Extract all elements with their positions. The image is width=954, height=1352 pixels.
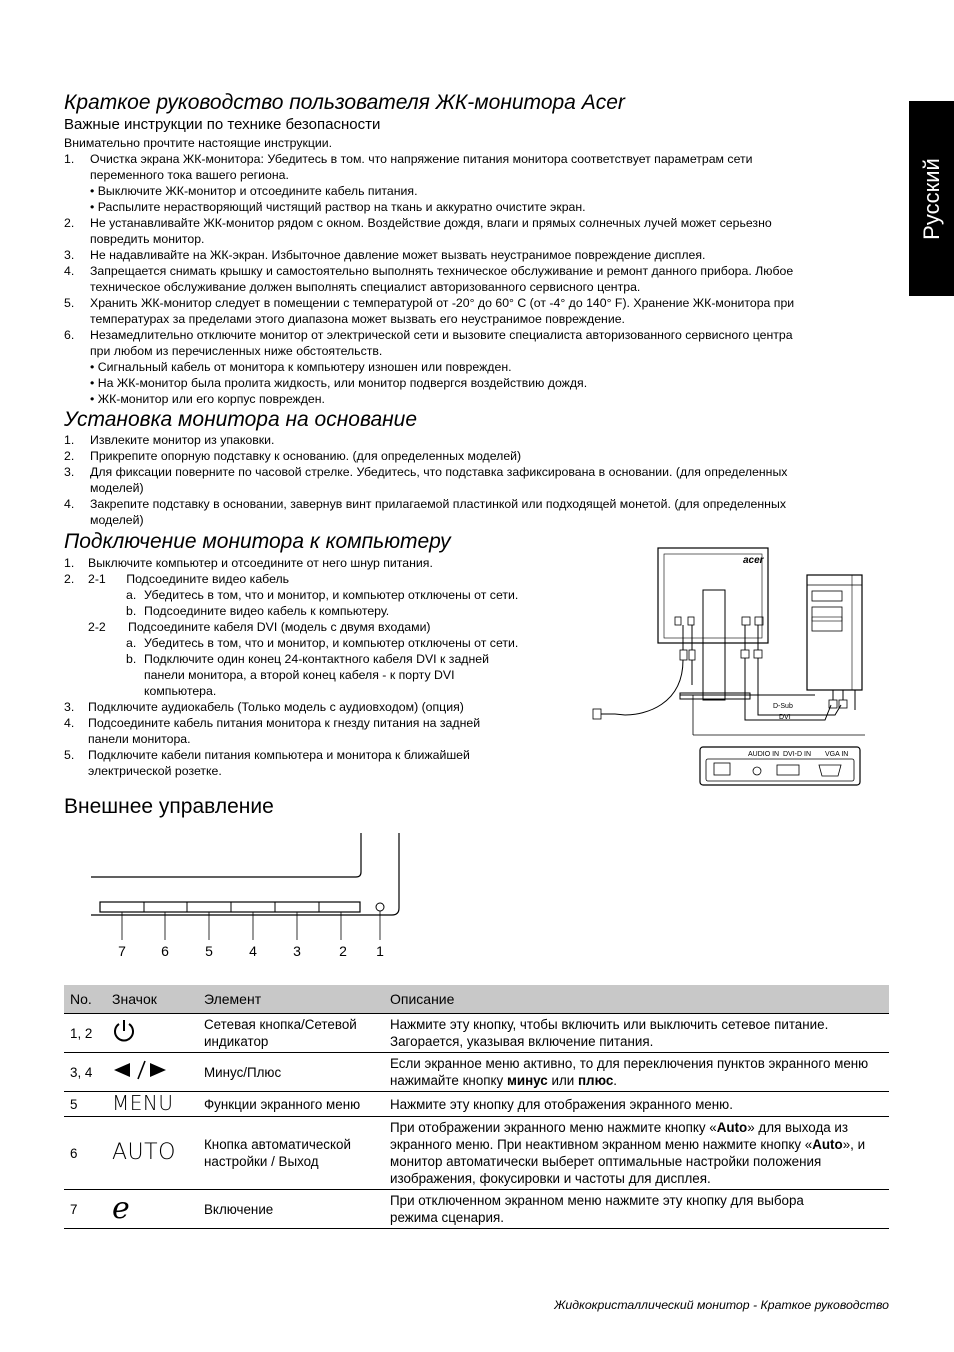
menu-icon: MENU xyxy=(106,1092,198,1117)
list-item-number: 4. xyxy=(64,716,75,730)
row-no: 1, 2 xyxy=(64,1014,106,1053)
button-number: 6 xyxy=(161,943,169,959)
list-item-text: • Выключите ЖК-монитор и отсоедините кабель питания. xyxy=(90,184,418,198)
list-item xyxy=(64,603,584,619)
controls-heading: Внешнее управление xyxy=(64,795,274,818)
list-item-number: 6. xyxy=(64,328,75,342)
list-item xyxy=(64,448,894,464)
connection-diagram xyxy=(585,545,875,790)
list-item-number: a. xyxy=(126,636,137,650)
col-header-icon: Значок xyxy=(106,985,198,1014)
list-item-number: b. xyxy=(126,604,137,618)
row-no: 7 xyxy=(64,1190,106,1229)
list-item xyxy=(64,667,584,683)
table-row xyxy=(64,1190,889,1229)
button-number: 7 xyxy=(118,943,126,959)
list-item-text: Незамедлительно отключите монитор от электрической сети и вызовите специалиста авторизованного сервисного центра xyxy=(90,328,793,342)
list-item-number: 1. xyxy=(64,152,75,166)
row-element: Включение xyxy=(198,1190,384,1229)
list-item xyxy=(64,359,894,375)
list-item-number: 4. xyxy=(64,497,75,511)
list-item-text: Подключите кабели питания компьютера и монитора к ближайшей xyxy=(88,748,470,762)
mount-heading: Установка монитора на основание xyxy=(64,408,418,431)
list-item-text: Хранить ЖК-монитор следует в помещении с температурой от -20° до 60° C (от -4° до 140° F). Хранение ЖК-монитора при xyxy=(90,296,795,310)
port-vga-label: VGA IN xyxy=(825,751,849,758)
table-row xyxy=(64,1092,889,1117)
list-item-number: 5. xyxy=(64,296,75,310)
audio-port-icon xyxy=(753,767,761,775)
table-row xyxy=(64,1053,889,1092)
list-item-number: b. xyxy=(126,652,137,666)
row-element: Минус/Плюс xyxy=(198,1053,384,1092)
row-description: При отключенном экранном меню нажмите эту кнопку для выбора режима сценария. xyxy=(384,1190,889,1229)
row-description: При отображении экранного меню нажмите кнопку «Auto» для выхода из экранного меню. При неактивном экранном меню нажмите кнопку «Auto», и монитор автоматически выберет оптимальные настройки положения изображения, фокусировки и частоты для дисплея. xyxy=(384,1117,889,1190)
button-number: 1 xyxy=(376,943,384,959)
list-item xyxy=(64,635,584,651)
port-dvi-label: DVI-D IN xyxy=(783,751,811,758)
list-item xyxy=(64,151,894,183)
list-item-text: Убедитесь в том, что и монитор, и компьютер отключены от сети. xyxy=(144,636,519,650)
port-audio-label: AUDIO IN xyxy=(748,751,780,758)
diagram-brand: acer xyxy=(743,555,764,566)
minus-plus-icon xyxy=(106,1053,198,1092)
list-item-number: 2. xyxy=(64,216,75,230)
row-element: Кнопка автоматической настройки / Выход xyxy=(198,1117,384,1190)
row-element: Функции экранного меню xyxy=(198,1092,384,1117)
button-number: 3 xyxy=(293,943,301,959)
list-item-text: Прикрепите опорную подставку к основанию. (для определенных моделей) xyxy=(90,449,522,463)
list-item-text: при любом из перечисленных ниже обстоятельств. xyxy=(90,344,383,358)
list-item-number: 5. xyxy=(64,748,75,762)
row-no: 6 xyxy=(64,1117,106,1190)
page-title: Краткое руководство пользователя ЖК-монитора Acer xyxy=(64,91,625,114)
list-item-text: • Сигнальный кабель от монитора к компьютеру изношен или поврежден. xyxy=(90,360,512,374)
diagram-dsub-label: D-Sub xyxy=(773,703,793,710)
list-item-number: 1. xyxy=(64,556,75,570)
list-item-number: 2-2 xyxy=(88,620,106,634)
row-description: Нажмите эту кнопку, чтобы включить или выключить сетевое питание. Загорается, указывая включение питания. xyxy=(384,1014,889,1053)
list-item-text: Запрещается снимать крышку и самостоятельно выполнять техническое обслуживание и ремонт данного прибора. Любое xyxy=(90,264,794,278)
list-item xyxy=(64,555,584,571)
list-item-number: 2. xyxy=(64,572,75,586)
safety-heading: Важные инструкции по технике безопасности xyxy=(64,116,381,133)
list-item xyxy=(64,619,584,635)
list-item-text: панели монитора. xyxy=(88,732,191,746)
safety-list xyxy=(64,151,894,407)
list-item xyxy=(64,375,894,391)
list-item-number: 3. xyxy=(64,465,75,479)
list-item xyxy=(64,496,894,528)
row-no: 3, 4 xyxy=(64,1053,106,1092)
table-header-row xyxy=(64,985,889,1014)
list-item-text: 2-1 Подсоедините видео кабель xyxy=(88,572,290,586)
list-item-text: Подсоедините кабель питания монитора к гнезду питания на задней xyxy=(88,716,481,730)
list-item-text: • Распылите нерастворяющий чистящий раствор на ткань и аккуратно очистите экран. xyxy=(90,200,586,214)
language-tab-label: Русский xyxy=(918,157,944,240)
dvi-port-icon xyxy=(777,765,799,775)
row-no: 5 xyxy=(64,1092,106,1117)
power-port-icon xyxy=(714,763,730,775)
power-icon xyxy=(106,1014,198,1053)
diagram-dvi-label: DVI xyxy=(779,714,791,721)
list-item-number: 2. xyxy=(64,449,75,463)
button-number: 2 xyxy=(339,943,347,959)
mount-list xyxy=(64,432,894,528)
list-item xyxy=(64,432,894,448)
language-tab xyxy=(909,101,954,296)
button-number: 5 xyxy=(205,943,213,959)
auto-icon: AUTO xyxy=(106,1117,198,1190)
col-header-no: No. xyxy=(64,985,106,1014)
list-item-text: Закрепите подставку в основании, завернув винт прилагаемой пластинкой или подходящей монетой. (для определенных xyxy=(90,497,786,511)
list-item-number: 4. xyxy=(64,264,75,278)
list-item xyxy=(64,763,584,779)
list-item-text: Подключите один конец 24-контактного кабеля DVI к задней xyxy=(144,652,489,666)
list-item xyxy=(64,571,584,587)
list-item-text: переменного тока вашего региона. xyxy=(90,168,289,182)
list-item xyxy=(64,587,584,603)
list-item xyxy=(64,199,894,215)
list-item-number: a. xyxy=(126,588,137,602)
safety-intro: Внимательно прочтите настоящие инструкции. xyxy=(64,136,333,150)
list-item-text: Очистка экрана ЖК-монитора: Убедитесь в том. что напряжение питания монитора соответствует параметрам сети xyxy=(90,152,753,166)
list-item-text: панели монитора, а второй конец кабеля - к порту DVI xyxy=(144,668,455,682)
list-item xyxy=(64,715,584,731)
connect-heading: Подключение монитора к компьютеру xyxy=(64,530,451,553)
col-header-element: Элемент xyxy=(198,985,384,1014)
list-item-number: 3. xyxy=(64,248,75,262)
list-item-number: 3. xyxy=(64,700,75,714)
list-item-text: Убедитесь в том, что и монитор, и компьютер отключены от сети. xyxy=(144,588,519,602)
list-item xyxy=(64,327,894,359)
list-item xyxy=(64,263,894,295)
table-row xyxy=(64,1117,889,1190)
front-power-button-icon xyxy=(376,903,384,911)
front-panel-diagram xyxy=(85,830,405,965)
list-item xyxy=(64,215,894,247)
list-item xyxy=(64,683,584,699)
row-description: Нажмите эту кнопку для отображения экранного меню. xyxy=(384,1092,889,1117)
list-item-text: Не надавливайте на ЖК-экран. Избыточное давление может вызвать неустранимое повреждение дисплея. xyxy=(90,248,706,262)
page-footer: Жидкокристаллический монитор - Краткое руководство xyxy=(554,1298,889,1312)
list-item-text: • ЖК-монитор или его корпус поврежден. xyxy=(90,392,325,406)
list-item-text: техническое обслуживание должен выполнять специалист авторизованного сервисного центра. xyxy=(90,280,641,294)
list-item xyxy=(64,651,584,667)
list-item xyxy=(64,391,894,407)
vga-port-icon xyxy=(819,765,841,776)
list-item-text: Подсоедините кабеля DVI (модель с двумя входами) xyxy=(128,620,431,634)
list-item xyxy=(64,747,584,763)
row-element: Сетевая кнопка/Сетевой индикатор xyxy=(198,1014,384,1053)
button-number: 4 xyxy=(249,943,257,959)
controls-table xyxy=(64,985,889,1229)
list-item-text: электрической розетке. xyxy=(88,764,222,778)
col-header-description: Описание xyxy=(384,985,889,1014)
list-item-text: Не устанавливайте ЖК-монитор рядом с окном. Воздействие дождя, влаги и прямых солнечных лучей может серьезно xyxy=(90,216,772,230)
e-key-icon: e xyxy=(106,1190,198,1229)
list-item-text: Выключите компьютер и отсоедините от него шнур питания. xyxy=(88,556,433,570)
list-item xyxy=(64,295,894,327)
list-item-text: Подсоедините видео кабель к компьютеру. xyxy=(144,604,390,618)
list-item-text: компьютера. xyxy=(144,684,217,698)
list-item xyxy=(64,464,894,496)
connect-list xyxy=(64,555,584,779)
list-item-text: Извлеките монитор из упаковки. xyxy=(90,433,275,447)
list-item-text: температурах за пределами этого диапазона может вызвать его неустранимое повреждение. xyxy=(90,312,625,326)
list-item xyxy=(64,731,584,747)
list-item-text: повредить монитор. xyxy=(90,232,205,246)
list-item-text: Для фиксации поверните по часовой стрелке. Убедитесь, что подставка зафиксирована в основании. (для определенных xyxy=(90,465,788,479)
list-item xyxy=(64,699,584,715)
list-item-text: моделей) xyxy=(90,481,144,495)
list-item-text: Подключите аудиокабель (Только модель с аудиовходом) (опция) xyxy=(88,700,464,714)
table-row xyxy=(64,1014,889,1053)
list-item-text: моделей) xyxy=(90,513,144,527)
list-item-number: 1. xyxy=(64,433,75,447)
list-item xyxy=(64,247,894,263)
list-item xyxy=(64,183,894,199)
list-item-text: • На ЖК-монитор была пролита жидкость, или монитор подвергся воздействию дождя. xyxy=(90,376,588,390)
row-description: Если экранное меню активно, то для переключения пунктов экранного меню нажимайте кнопку минус или плюс. xyxy=(384,1053,889,1092)
